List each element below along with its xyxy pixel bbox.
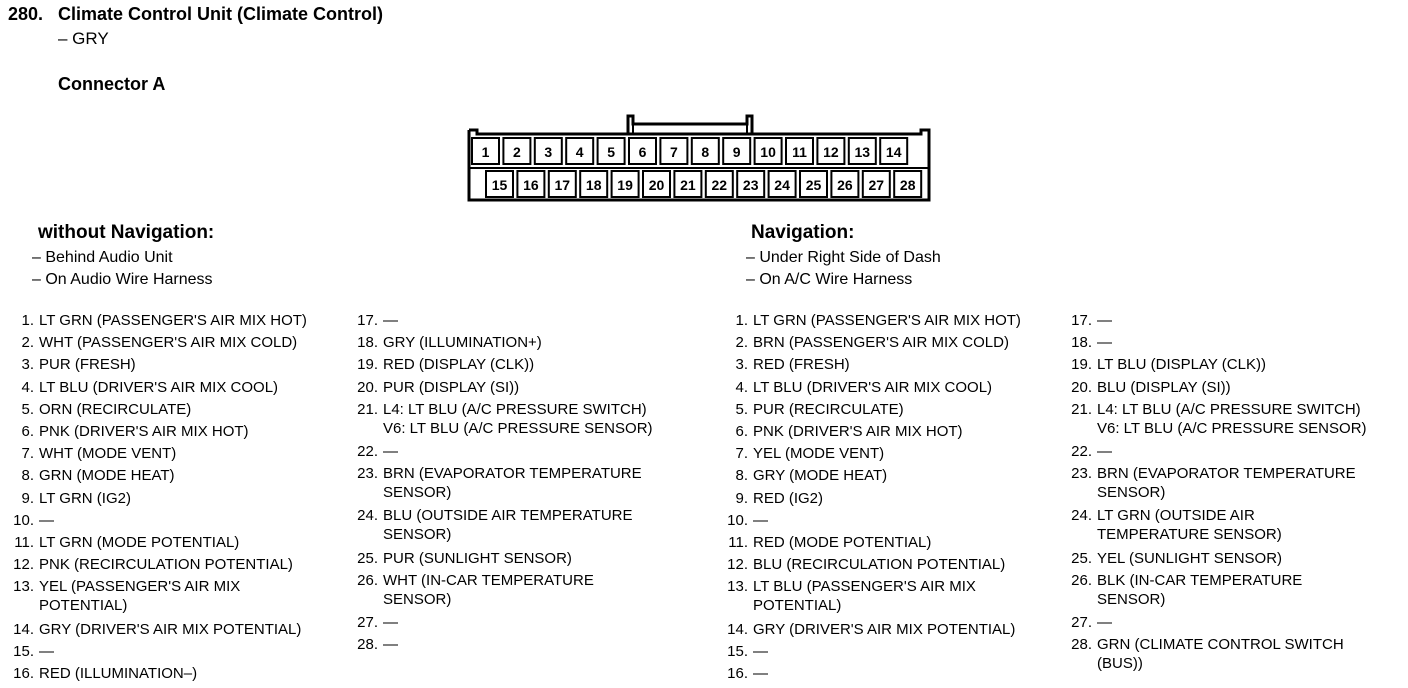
- pin-item-description: PUR (DISPLAY (SI)): [383, 378, 520, 396]
- pin-item-number: 24.: [357, 507, 378, 525]
- pin-item-description: PUR (RECIRCULATE): [753, 400, 904, 418]
- pin-item-number: 4.: [21, 378, 34, 396]
- pin-item: [348, 571, 594, 609]
- pin-item-number: 21.: [357, 400, 378, 418]
- pin-item: [348, 464, 642, 502]
- pin-item-description: —: [383, 312, 398, 329]
- pin-item-description: GRN (MODE HEAT): [39, 467, 175, 485]
- pin-item-number: 6.: [735, 423, 748, 440]
- pin-item-number: 17.: [357, 312, 378, 329]
- pin-item-description: GRY (MODE HEAT): [753, 467, 888, 485]
- pin-number: 23: [742, 177, 759, 193]
- pin-item: [348, 442, 398, 461]
- pin-item: [718, 664, 768, 683]
- section-note: – Behind Audio Unit: [32, 249, 173, 266]
- pin-item-description: GRY (ILLUMINATION+): [383, 334, 542, 352]
- pin-item-description: BLU (OUTSIDE AIR TEMPERATURE SENSOR): [383, 507, 633, 544]
- pin-item-number: 27.: [1071, 614, 1092, 631]
- pin-item-description: —: [39, 642, 54, 660]
- pin-item-description: PUR (FRESH): [39, 356, 136, 374]
- pin-item: [1062, 464, 1356, 502]
- pin-item: [718, 620, 1015, 639]
- pin-item-description: LT BLU (DRIVER'S AIR MIX COOL): [753, 378, 993, 396]
- pin-item-number: 26.: [1071, 571, 1092, 589]
- pin-item: [718, 642, 768, 661]
- pin-item: [718, 577, 976, 615]
- pin-item: [348, 333, 542, 352]
- pin-item: [4, 311, 307, 330]
- section-note: – On Audio Wire Harness: [32, 271, 213, 288]
- pin-item-number: 21.: [1071, 400, 1092, 418]
- pin-item: [1062, 400, 1367, 438]
- pin-item-number: 11.: [14, 534, 34, 551]
- pin-number: 8: [701, 144, 710, 160]
- section-title-navigation: Navigation:: [751, 222, 855, 243]
- pin-item-number: 16.: [13, 665, 34, 682]
- pin-item: [348, 635, 398, 654]
- pin-item-number: 24.: [1071, 507, 1092, 525]
- pin-item-number: 28.: [357, 636, 378, 654]
- pin-item: [1062, 355, 1266, 374]
- section-note: – Under Right Side of Dash: [746, 249, 941, 266]
- pin-item: [1062, 311, 1112, 330]
- pin-item-number: 25.: [357, 549, 378, 567]
- pin-item-number: 5.: [21, 400, 34, 418]
- pin-item-number: 11.: [728, 534, 748, 551]
- pin-item: [4, 511, 54, 530]
- pin-number: 25: [805, 177, 822, 193]
- connector-bottom-row: [486, 171, 921, 197]
- pin-item-description: —: [39, 511, 54, 529]
- pin-item: [718, 333, 1009, 352]
- pin-item-number: 25.: [1071, 549, 1092, 567]
- pin-item-description: —: [1097, 614, 1112, 631]
- pin-item-number: 18.: [357, 334, 378, 352]
- pin-item: [348, 378, 519, 397]
- pin-item-description: —: [383, 443, 398, 460]
- pin-number: 15: [491, 177, 508, 193]
- pin-item-number: 26.: [357, 571, 378, 589]
- pin-item-description: YEL (PASSENGER'S AIR MIX POTENTIAL): [39, 578, 241, 615]
- pin-item-number: 28.: [1071, 636, 1092, 654]
- pin-number: 24: [774, 177, 790, 193]
- pin-item-description: WHT (IN-CAR TEMPERATURE SENSOR): [383, 571, 594, 608]
- pin-item-description: RED (ILLUMINATION–): [39, 665, 198, 682]
- pin-item-description: GRY (DRIVER'S AIR MIX POTENTIAL): [39, 620, 302, 638]
- pin-item-number: 5.: [735, 400, 748, 418]
- pin-item: [718, 511, 768, 530]
- pin-item-description: BLU (DISPLAY (SI)): [1097, 378, 1231, 396]
- pin-item-description: BRN (EVAPORATOR TEMPERATURE SENSOR): [1097, 465, 1356, 502]
- pin-item-description: —: [383, 636, 398, 654]
- pin-number: 12: [823, 144, 839, 160]
- pin-item: [4, 533, 239, 552]
- pin-item: [1062, 549, 1282, 568]
- pin-item-number: 23.: [357, 465, 378, 483]
- item-number: 280.: [8, 4, 44, 24]
- pin-number: 17: [554, 177, 571, 193]
- pin-item: [1062, 613, 1112, 632]
- pin-item: [718, 378, 992, 397]
- pin-number: 27: [868, 177, 885, 193]
- pin-number: 6: [638, 144, 647, 160]
- section-title-without-navigation: without Navigation:: [38, 222, 215, 243]
- pin-number: 13: [854, 144, 871, 160]
- pin-item-description: PNK (RECIRCULATION POTENTIAL): [39, 556, 293, 574]
- pin-item-description: —: [1097, 443, 1112, 460]
- pin-item-description: —: [753, 665, 768, 682]
- pin-item-number: 8.: [735, 467, 748, 485]
- pin-item-description: ORN (RECIRCULATE): [39, 400, 192, 418]
- pin-item: [348, 355, 534, 374]
- pin-item-description: LT GRN (PASSENGER'S AIR MIX HOT): [39, 312, 307, 329]
- pin-item-number: 4.: [735, 378, 748, 396]
- pin-item: [1062, 571, 1302, 609]
- pin-number: 7: [670, 144, 678, 160]
- pin-number: 5: [607, 144, 615, 160]
- pin-item: [4, 577, 240, 615]
- pin-item-number: 22.: [1071, 443, 1092, 460]
- pin-item-description: —: [383, 614, 398, 631]
- pin-item-number: 19.: [357, 356, 378, 374]
- pin-item: [718, 422, 963, 441]
- pin-item-description: BRN (PASSENGER'S AIR MIX COLD): [753, 334, 1009, 352]
- pin-number: 9: [732, 144, 741, 160]
- pin-item-description: L4: LT BLU (A/C PRESSURE SWITCH) V6: LT BLU (A/C PRESSURE SENSOR): [383, 400, 653, 437]
- pin-item-number: 3.: [21, 356, 34, 374]
- pin-item: [348, 400, 653, 438]
- pin-item-number: 19.: [1071, 356, 1092, 374]
- pin-item-description: RED (IG2): [753, 489, 824, 507]
- pin-item-description: WHT (MODE VENT): [39, 445, 177, 463]
- pin-number: 19: [617, 177, 633, 193]
- pin-item-number: 9.: [21, 489, 34, 507]
- pin-item-number: 18.: [1071, 334, 1092, 352]
- pin-item: [4, 555, 293, 574]
- pin-item-number: 12.: [727, 556, 748, 574]
- pin-item-number: 10.: [13, 511, 34, 529]
- pin-item-number: 3.: [735, 356, 748, 374]
- connector-label: Connector A: [58, 74, 166, 94]
- pin-item: [4, 466, 175, 485]
- pin-item-number: 10.: [727, 511, 748, 529]
- pin-item-number: 16.: [727, 665, 748, 682]
- pin-item: [4, 422, 249, 441]
- pin-number: 14: [885, 144, 902, 160]
- pin-item-number: 27.: [357, 614, 378, 631]
- pin-item-description: YEL (MODE VENT): [753, 445, 885, 463]
- pin-item: [1062, 442, 1112, 461]
- pin-item: [718, 489, 823, 508]
- pin-number: 11: [792, 144, 807, 160]
- pin-item-description: L4: LT BLU (A/C PRESSURE SWITCH) V6: LT BLU (A/C PRESSURE SENSOR): [1097, 400, 1367, 437]
- pin-item-description: LT BLU (DISPLAY (CLK)): [1097, 356, 1266, 374]
- pin-item-description: LT BLU (DRIVER'S AIR MIX COOL): [39, 378, 279, 396]
- pin-item-description: —: [1097, 312, 1112, 329]
- pin-item-number: 1.: [21, 312, 34, 329]
- pin-item: [718, 555, 1005, 574]
- pin-item: [4, 444, 176, 463]
- pin-item-description: LT GRN (IG2): [39, 489, 131, 507]
- pin-item-description: LT GRN (MODE POTENTIAL): [39, 534, 240, 551]
- pin-item-description: LT GRN (OUTSIDE AIR TEMPERATURE SENSOR): [1097, 507, 1282, 544]
- pin-item-description: GRN (CLIMATE CONTROL SWITCH (BUS)): [1097, 636, 1344, 673]
- pin-item-number: 8.: [21, 467, 34, 485]
- pin-item: [4, 378, 278, 397]
- pin-item-description: LT BLU (PASSENGER'S AIR MIX POTENTIAL): [753, 578, 976, 615]
- pin-item: [348, 311, 398, 330]
- pin-number: 22: [711, 177, 728, 193]
- section-note: – On A/C Wire Harness: [746, 271, 913, 288]
- pin-item-number: 6.: [21, 423, 34, 440]
- pin-item: [4, 333, 297, 352]
- pin-item-description: RED (MODE POTENTIAL): [753, 534, 932, 551]
- pin-item-description: WHT (PASSENGER'S AIR MIX COLD): [39, 334, 298, 352]
- pin-item-number: 2.: [21, 334, 34, 352]
- pin-item-description: PNK (DRIVER'S AIR MIX HOT): [753, 423, 963, 440]
- pin-item-number: 7.: [21, 445, 34, 463]
- pin-item-description: RED (FRESH): [753, 356, 850, 374]
- pin-item-description: PUR (SUNLIGHT SENSOR): [383, 549, 572, 567]
- pin-item: [1062, 333, 1112, 352]
- pin-item: [348, 549, 572, 568]
- pin-item: [348, 613, 398, 632]
- pin-number: 1: [481, 144, 490, 160]
- pin-item-description: —: [753, 511, 768, 529]
- pin-item-number: 20.: [1071, 378, 1092, 396]
- page-title: Climate Control Unit (Climate Control): [58, 4, 383, 24]
- pin-item-number: 22.: [357, 443, 378, 460]
- pin-number: 18: [585, 177, 602, 193]
- pin-item: [718, 400, 904, 419]
- pin-item-number: 14.: [727, 620, 748, 638]
- pin-item-number: 7.: [735, 445, 748, 463]
- pin-item-number: 13.: [13, 578, 34, 596]
- connector-color: – GRY: [58, 29, 109, 48]
- pin-item-number: 15.: [727, 642, 748, 660]
- pin-item: [718, 311, 1021, 330]
- pin-item: [718, 466, 887, 485]
- pin-item-description: LT GRN (PASSENGER'S AIR MIX HOT): [753, 312, 1021, 329]
- pin-item-number: 17.: [1071, 312, 1092, 329]
- pin-item-description: BRN (EVAPORATOR TEMPERATURE SENSOR): [383, 465, 642, 502]
- pin-item: [1062, 635, 1344, 673]
- pin-item: [1062, 378, 1231, 397]
- pin-number: 21: [680, 177, 696, 193]
- pin-number: 2: [513, 144, 521, 160]
- pin-item-number: 23.: [1071, 465, 1092, 483]
- pin-item: [718, 533, 931, 552]
- pin-item-number: 20.: [357, 378, 378, 396]
- connector-diagram: [463, 108, 935, 208]
- pin-item-number: 12.: [13, 556, 34, 574]
- pin-number: 28: [899, 177, 916, 193]
- pin-item-description: PNK (DRIVER'S AIR MIX HOT): [39, 423, 249, 440]
- pin-number: 16: [523, 177, 539, 193]
- pin-item-description: RED (DISPLAY (CLK)): [383, 356, 535, 374]
- pin-item-number: 14.: [13, 620, 34, 638]
- pin-item: [4, 355, 136, 374]
- pin-item: [4, 642, 54, 661]
- pin-item: [1062, 506, 1282, 544]
- pin-item: [4, 664, 197, 683]
- pin-number: 3: [544, 144, 553, 160]
- pin-number: 10: [760, 144, 776, 160]
- pin-item-description: —: [753, 642, 768, 660]
- pin-item-description: YEL (SUNLIGHT SENSOR): [1097, 549, 1283, 567]
- pin-item: [718, 444, 884, 463]
- pin-number: 4: [575, 144, 584, 160]
- pin-item: [348, 506, 633, 544]
- pin-item: [4, 400, 191, 419]
- pin-item: [718, 355, 850, 374]
- pin-item-number: 9.: [735, 489, 748, 507]
- pin-item-description: —: [1097, 334, 1112, 352]
- pin-item-number: 2.: [735, 334, 748, 352]
- pin-item: [4, 620, 301, 639]
- pin-number: 26: [837, 177, 853, 193]
- pin-item-description: BLU (RECIRCULATION POTENTIAL): [753, 556, 1006, 574]
- pin-item: [4, 489, 131, 508]
- connector-top-row: [472, 138, 907, 164]
- pin-item-number: 1.: [735, 312, 748, 329]
- pin-item-description: BLK (IN-CAR TEMPERATURE SENSOR): [1097, 571, 1303, 608]
- pin-number: 20: [648, 177, 665, 193]
- pin-item-number: 13.: [727, 578, 748, 596]
- pin-item-description: GRY (DRIVER'S AIR MIX POTENTIAL): [753, 620, 1016, 638]
- pin-item-number: 15.: [13, 642, 34, 660]
